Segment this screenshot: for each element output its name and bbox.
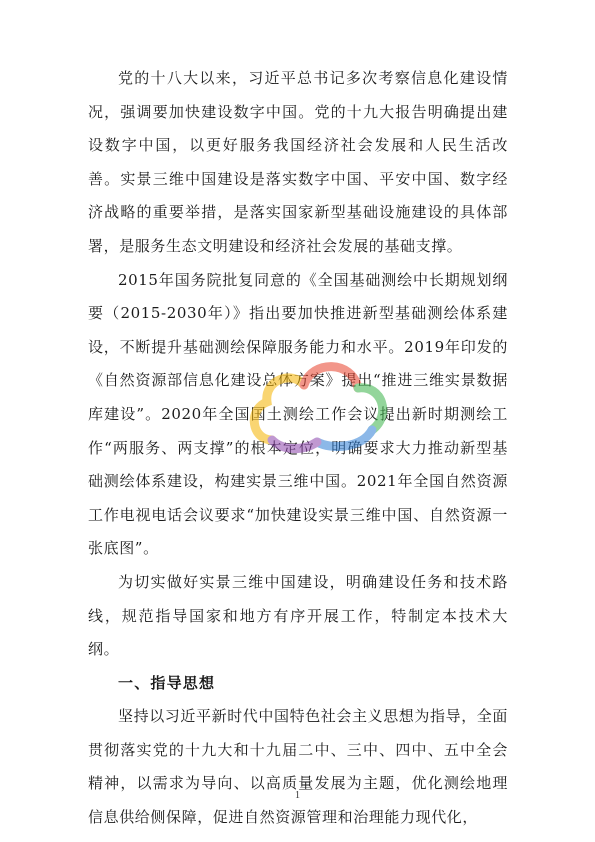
document-body — [88, 62, 508, 835]
paragraph-purpose: 为切实做好实景三维中国建设，明确建设任务和技术路线，规范指导国家和地方有序开展工作，特制定本技术大纲。 — [88, 572, 508, 659]
page-number: 1 — [295, 790, 300, 801]
paragraph-background: 2015年国务院批复同意的《全国基础测绘中长期规划纲要（2015-2030年）》指出要加快推进新型基础测绘体系建设，不断提升基础测绘保障服务能力和水平。2019年印发的《自然资源部信息化建设总体方案》提出“推进三维实景数据库建设”。2020年全国国土测绘工作会议提出新时期测绘工作“两服务、两支撑”的根本定位，明确要求大力推动新型基础测绘体系建设，构建实景三维中国。2021年全国自然资源工作电视电话会议要求“加快建设实景三维中国、自然资源一张底图”。 — [88, 270, 508, 558]
paragraph-intro: 党的十八大以来，习近平总书记多次考察信息化建设情况，强调要加快建设数字中国。党的十九大报告明确提出建设数字中国，以更好服务我国经济社会发展和人民生活改善。实景三维中国建设是落实数字中国、平安中国、数字经济战略的重要举措，是落实国家新型基础设施建设的具体部署，是服务生态文明建设和经济社会发展的基础支撑。 — [88, 69, 508, 255]
paragraph-guiding-thought: 坚持以习近平新时代中国特色社会主义思想为指导，全面贯彻落实党的十九大和十九届二中、三中、四中、五中全会精神，以需求为导向、以高质量发展为主题，优化测绘地理信息供给侧保障，促进自然资源管理和治理能力现代化， — [88, 707, 509, 827]
section-heading: 一、指导思想 — [118, 673, 216, 692]
